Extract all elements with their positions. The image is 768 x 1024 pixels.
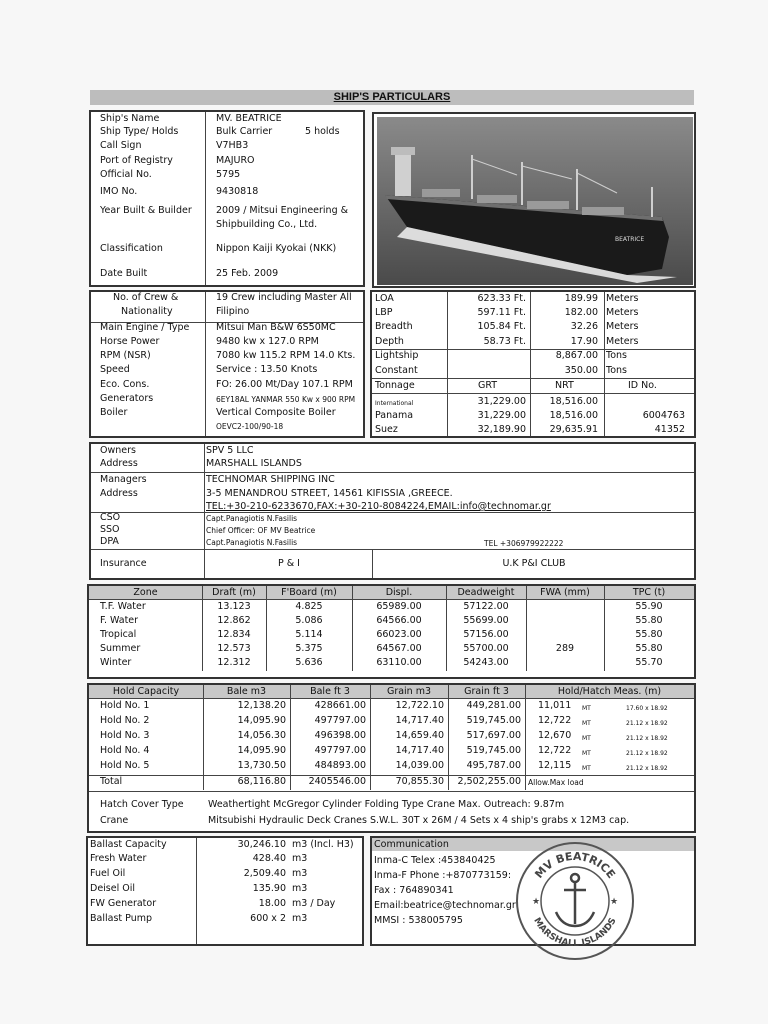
hold-name: Hold No. 4 bbox=[100, 745, 150, 756]
engine-label: RPM (NSR) bbox=[100, 350, 151, 361]
tonnage-grt: 31,229.00 bbox=[477, 410, 526, 421]
loadline-cell: 64566.00 bbox=[376, 615, 422, 626]
loadline-cell: 63110.00 bbox=[376, 657, 422, 668]
hatch-label: Hatch Cover Type bbox=[100, 799, 184, 810]
loadline-cell: 55.80 bbox=[635, 629, 663, 640]
loadline-header: F'Board (m) bbox=[281, 587, 337, 598]
tonnage-nrt: 18,516.00 bbox=[549, 410, 598, 421]
hold-cell: 484893.00 bbox=[314, 760, 366, 771]
loadline-zone: T.F. Water bbox=[100, 601, 146, 612]
general-label: Ship Type/ Holds bbox=[100, 126, 179, 137]
loadline-cell: 55.80 bbox=[635, 615, 663, 626]
hold-cell: 517,697.00 bbox=[466, 730, 521, 741]
hatch-value: Weathertight McGregor Cylinder Folding Type Crane Max. Outreach: 9.87m bbox=[208, 799, 565, 810]
crane-label: Crane bbox=[100, 815, 129, 826]
dimension-label: Depth bbox=[375, 336, 404, 347]
security-value: Capt.Panagiotis N.Fasilis bbox=[206, 538, 298, 547]
page-title: SHIP'S PARTICULARS bbox=[90, 90, 694, 105]
security-value: Capt.Panagiotis N.Fasilis bbox=[206, 514, 298, 523]
capacity-unit: m3 bbox=[292, 853, 308, 864]
stamp-bottom-text: MARSHALL ISLANDS bbox=[531, 916, 619, 950]
security-label: DPA bbox=[100, 536, 119, 547]
loadline-cell: 12.834 bbox=[217, 629, 251, 640]
hold-cell: 14,039.00 bbox=[395, 760, 444, 771]
dimension-label: Lightship bbox=[375, 350, 419, 361]
insurance-label: Insurance bbox=[100, 558, 147, 569]
hold-total-cell: 2,502,255.00 bbox=[457, 776, 521, 787]
insurance-club: U.K P&I CLUB bbox=[502, 558, 566, 569]
engine-value: OEVC2-100/90-18 bbox=[216, 422, 284, 431]
stamp-star-left: ★ bbox=[532, 897, 541, 907]
capacity-label: FW Generator bbox=[90, 898, 157, 909]
capacity-value: 2,509.40 bbox=[243, 868, 286, 879]
hatch-measure: 21.12 x 18.92 bbox=[626, 720, 668, 727]
dimension-label: Constant bbox=[375, 365, 418, 376]
capacity-unit: m3 bbox=[292, 913, 308, 924]
general-value: 25 Feb. 2009 bbox=[216, 268, 279, 279]
hold-cell: 495,787.00 bbox=[466, 760, 521, 771]
engine-value: FO: 26.00 Mt/Day 107.1 RPM bbox=[216, 379, 353, 390]
managers-value: TECHNOMAR SHIPPING INC bbox=[206, 474, 335, 485]
general-value: V7HB3 bbox=[216, 140, 249, 151]
stamp-star-right: ★ bbox=[610, 897, 619, 907]
loadline-zone: F. Water bbox=[100, 615, 139, 626]
general-value: Nippon Kaiji Kyokai (NKK) bbox=[216, 243, 337, 254]
ship-image bbox=[377, 117, 693, 285]
loadline-header: Deadweight bbox=[457, 587, 515, 598]
capacity-label: Deisel Oil bbox=[90, 883, 136, 894]
hold-cell: 13,730.50 bbox=[237, 760, 286, 771]
general-value: MV. BEATRICE bbox=[216, 113, 282, 124]
loadline-cell: 4.825 bbox=[295, 601, 323, 612]
hold-name: Hold No. 3 bbox=[100, 730, 150, 741]
loadline-cell: 55.90 bbox=[635, 601, 663, 612]
crew-label: No. of Crew & bbox=[113, 292, 179, 303]
security-label: SSO bbox=[100, 524, 120, 535]
crew-label: Nationality bbox=[121, 306, 173, 317]
loadline-cell: 5.375 bbox=[295, 643, 323, 654]
dimension-feet: 623.33 Ft. bbox=[477, 293, 526, 304]
capacity-label: Ballast Pump bbox=[90, 913, 153, 924]
hold-header: Hold Capacity bbox=[112, 686, 180, 697]
hold-cell: 14,095.90 bbox=[237, 745, 286, 756]
insurance-type: P & I bbox=[278, 558, 300, 569]
capacity-value: 600 x 2 bbox=[250, 913, 286, 924]
loadline-header: TPC (t) bbox=[632, 587, 666, 598]
tonnage-nrt: 18,516.00 bbox=[549, 396, 598, 407]
dimension-meters: 8,867.00 bbox=[555, 350, 598, 361]
hold-max-load: 12,670 bbox=[538, 730, 572, 741]
owners-label: Address bbox=[100, 458, 138, 469]
hold-name: Hold No. 2 bbox=[100, 715, 150, 726]
capacity-value: 135.90 bbox=[252, 883, 286, 894]
ship-photo bbox=[372, 112, 696, 288]
hold-max-load: 12,722 bbox=[538, 715, 572, 726]
general-value: 2009 / Mitsui Engineering & bbox=[216, 205, 349, 216]
loadline-header: FWA (mm) bbox=[540, 587, 590, 598]
hold-unit: MT bbox=[582, 765, 591, 772]
hold-cell: 449,281.00 bbox=[466, 700, 521, 711]
loadline-cell: 12.312 bbox=[217, 657, 251, 668]
general-label: Classification bbox=[100, 243, 163, 254]
tonnage-nrt: 29,635.91 bbox=[549, 424, 598, 435]
hold-cell: 496398.00 bbox=[314, 730, 366, 741]
tonnage-header: ID No. bbox=[628, 380, 657, 391]
hold-max-load: 12,722 bbox=[538, 745, 572, 756]
engine-label: Boiler bbox=[100, 407, 128, 418]
engine-label: Main Engine / Type bbox=[100, 322, 190, 333]
tonnage-header: Tonnage bbox=[375, 380, 415, 391]
loadline-cell: 5.114 bbox=[295, 629, 323, 640]
hold-cell: 497797.00 bbox=[314, 715, 366, 726]
managers-label: Managers bbox=[100, 474, 147, 485]
hold-cell: 519,745.00 bbox=[466, 745, 521, 756]
hold-cell: 14,056.30 bbox=[237, 730, 286, 741]
general-label: Official No. bbox=[100, 169, 152, 180]
hold-cell: 12,722.10 bbox=[395, 700, 444, 711]
hold-cell: 14,659.40 bbox=[395, 730, 444, 741]
hold-total-cell: 68,116.80 bbox=[237, 776, 286, 787]
capacity-label: Ballast Capacity bbox=[90, 839, 167, 850]
hold-unit: MT bbox=[582, 720, 591, 727]
loadline-cell: 5.086 bbox=[295, 615, 323, 626]
capacity-value: 18.00 bbox=[258, 898, 286, 909]
hold-total-label: Total bbox=[100, 776, 123, 787]
tonnage-header: NRT bbox=[555, 380, 574, 391]
owners-value: SPV 5 LLC bbox=[206, 445, 254, 456]
crane-value: Mitsubishi Hydraulic Deck Cranes S.W.L. 30T x 26M / 4 Sets x 4 ship's grabs x 12M3 cap. bbox=[208, 815, 630, 826]
dimension-meters: 189.99 bbox=[564, 293, 598, 304]
dimension-unit: Meters bbox=[606, 336, 639, 347]
tonnage-id: 41352 bbox=[654, 424, 685, 435]
dimension-feet: 597.11 Ft. bbox=[477, 307, 526, 318]
capacity-value: 30,246.10 bbox=[237, 839, 286, 850]
communication-line: Email:beatrice@technomar.gr bbox=[374, 900, 516, 911]
dimension-unit: Meters bbox=[606, 307, 639, 318]
engine-label: Speed bbox=[100, 364, 130, 375]
dpa-phone: TEL +306979922222 bbox=[484, 539, 564, 548]
hold-header: Bale ft 3 bbox=[310, 686, 350, 697]
general-value: Bulk Carrier bbox=[216, 126, 273, 137]
hold-total-note: Allow.Max load bbox=[528, 778, 584, 787]
communication-line: Inma-C Telex :453840425 bbox=[374, 855, 496, 866]
loadline-header: Draft (m) bbox=[212, 587, 256, 598]
communication-line: Inma-F Phone :+870773159: bbox=[374, 870, 512, 881]
hold-header: Grain ft 3 bbox=[464, 686, 509, 697]
security-label: CSO bbox=[100, 512, 121, 523]
loadline-cell: 55699.00 bbox=[463, 615, 509, 626]
dimension-label: LBP bbox=[375, 307, 393, 318]
communication-line: MMSI : 538005795 bbox=[374, 915, 463, 926]
dimension-meters: 182.00 bbox=[564, 307, 598, 318]
hatch-measure: 21.12 x 18.92 bbox=[626, 735, 668, 742]
general-label: Date Built bbox=[100, 268, 148, 279]
dimension-meters: 350.00 bbox=[564, 365, 598, 376]
loadline-cell: 66023.00 bbox=[376, 629, 422, 640]
loadline-cell: 55.80 bbox=[635, 643, 663, 654]
engine-value: 6EY18AL YANMAR 550 Kw x 900 RPM bbox=[216, 395, 356, 404]
hold-name: Hold No. 5 bbox=[100, 760, 150, 771]
loadline-cell: 12.862 bbox=[217, 615, 251, 626]
ship-stamp bbox=[512, 838, 638, 964]
hold-cell: 12,138.20 bbox=[237, 700, 286, 711]
dimension-unit: Meters bbox=[606, 293, 639, 304]
dimension-meters: 32.26 bbox=[570, 321, 598, 332]
loadline-cell: 289 bbox=[555, 643, 575, 654]
crew-value: 19 Crew including Master All bbox=[216, 292, 352, 303]
hold-cell: 14,717.40 bbox=[395, 745, 444, 756]
capacity-unit: m3 bbox=[292, 883, 308, 894]
owners-label: Owners bbox=[100, 445, 136, 456]
communication-title: Communication bbox=[374, 839, 449, 850]
loadline-zone: Winter bbox=[100, 657, 132, 668]
general-value: 5795 bbox=[216, 169, 241, 180]
hold-total-cell: 70,855.30 bbox=[395, 776, 444, 787]
loadline-header: Zone bbox=[133, 587, 158, 598]
loadline-cell: 57122.00 bbox=[463, 601, 509, 612]
hull-name-text: BEATRICE bbox=[615, 236, 645, 243]
stamp-top-text: MV BEATRICE bbox=[532, 849, 618, 881]
general-label: Port of Registry bbox=[100, 155, 173, 166]
dimension-feet: 105.84 Ft. bbox=[477, 321, 526, 332]
engine-value: Vertical Composite Boiler bbox=[216, 407, 336, 418]
engine-label: Generators bbox=[100, 393, 154, 404]
hold-cell: 497797.00 bbox=[314, 745, 366, 756]
loadline-cell: 12.573 bbox=[217, 643, 251, 654]
loadline-cell: 57156.00 bbox=[463, 629, 509, 640]
loadline-cell: 13.123 bbox=[217, 601, 251, 612]
hold-header: Bale m3 bbox=[226, 686, 267, 697]
loadline-cell: 5.636 bbox=[295, 657, 323, 668]
engine-label: Eco. Cons. bbox=[100, 379, 150, 390]
security-value: Chief Officer: OF MV Beatrice bbox=[206, 526, 316, 535]
engine-value: Mitsui Man B&W 6S50MC bbox=[216, 322, 336, 333]
capacity-value: 428.40 bbox=[252, 853, 286, 864]
managers-value: 3-5 MENANDROU STREET, 14561 KIFISSIA ,GREECE. bbox=[206, 488, 453, 499]
hatch-measure: 21.12 x 18.92 bbox=[626, 750, 668, 757]
dimension-label: LOA bbox=[375, 293, 394, 304]
tonnage-label: Suez bbox=[375, 424, 398, 435]
hold-cell: 14,717.40 bbox=[395, 715, 444, 726]
hatch-measure: 21.12 x 18.92 bbox=[626, 765, 668, 772]
loadline-zone: Summer bbox=[100, 643, 141, 654]
hold-max-load: 12,115 bbox=[538, 760, 572, 771]
tonnage-header: GRT bbox=[478, 380, 498, 391]
hold-total-cell: 2405546.00 bbox=[308, 776, 366, 787]
engine-value: 9480 kw x 127.0 RPM bbox=[216, 336, 319, 347]
hatch-measure: 17.60 x 18.92 bbox=[626, 705, 668, 712]
capacity-unit: m3 bbox=[292, 868, 308, 879]
hold-cell: 14,095.90 bbox=[237, 715, 286, 726]
loadline-cell: 55.70 bbox=[635, 657, 663, 668]
hold-cell: 428661.00 bbox=[314, 700, 366, 711]
capacity-label: Fuel Oil bbox=[90, 868, 126, 879]
general-label: Call Sign bbox=[100, 140, 142, 151]
owners-value: MARSHALL ISLANDS bbox=[206, 458, 302, 469]
tonnage-label: Panama bbox=[375, 410, 414, 421]
dimension-meters: 17.90 bbox=[570, 336, 598, 347]
dimension-unit: Tons bbox=[606, 350, 627, 361]
engine-label: Horse Power bbox=[100, 336, 160, 347]
dimension-unit: Meters bbox=[606, 321, 639, 332]
general-value: Shipbuilding Co., Ltd. bbox=[216, 219, 318, 230]
crew-value: Filipino bbox=[216, 306, 250, 317]
hold-max-load: 11,011 bbox=[538, 700, 572, 711]
tonnage-grt: 32,189.90 bbox=[477, 424, 526, 435]
hold-name: Hold No. 1 bbox=[100, 700, 150, 711]
tonnage-label: International bbox=[375, 400, 414, 407]
dimension-label: Breadth bbox=[375, 321, 413, 332]
tonnage-id: 6004763 bbox=[642, 410, 685, 421]
hold-unit: MT bbox=[582, 705, 591, 712]
engine-value: Service : 13.50 Knots bbox=[216, 364, 318, 375]
general-value: MAJURO bbox=[216, 155, 255, 166]
general-value: 9430818 bbox=[216, 186, 259, 197]
managers-contact: TEL:+30-210-6233670,FAX:+30-210-8084224,EMAIL:info@technomar.gr bbox=[206, 501, 551, 512]
hold-unit: MT bbox=[582, 750, 591, 757]
engine-value: 7080 kw 115.2 RPM 14.0 Kts. bbox=[216, 350, 356, 361]
general-label: IMO No. bbox=[100, 186, 138, 197]
tonnage-grt: 31,229.00 bbox=[477, 396, 526, 407]
capacity-unit: m3 (Incl. H3) bbox=[292, 839, 354, 850]
loadline-cell: 64567.00 bbox=[376, 643, 422, 654]
hold-unit: MT bbox=[582, 735, 591, 742]
general-label: Year Built & Builder bbox=[100, 205, 192, 216]
managers-label: Address bbox=[100, 488, 138, 499]
capacity-label: Fresh Water bbox=[90, 853, 147, 864]
general-extra: 5 holds bbox=[305, 126, 340, 137]
loadline-cell: 55700.00 bbox=[463, 643, 509, 654]
communication-line: Fax : 764890341 bbox=[374, 885, 454, 896]
dimension-feet: 58.73 Ft. bbox=[483, 336, 526, 347]
loadline-header: Displ. bbox=[385, 587, 413, 598]
loadline-zone: Tropical bbox=[100, 629, 137, 640]
dimension-unit: Tons bbox=[606, 365, 627, 376]
loadline-cell: 65989.00 bbox=[376, 601, 422, 612]
general-label: Ship's Name bbox=[100, 113, 160, 124]
hold-cell: 519,745.00 bbox=[466, 715, 521, 726]
hold-header: Grain m3 bbox=[386, 686, 432, 697]
anchor-icon bbox=[556, 874, 594, 926]
loadline-cell: 54243.00 bbox=[463, 657, 509, 668]
capacity-unit: m3 / Day bbox=[292, 898, 336, 909]
hold-header: Hold/Hatch Meas. (m) bbox=[557, 686, 662, 697]
